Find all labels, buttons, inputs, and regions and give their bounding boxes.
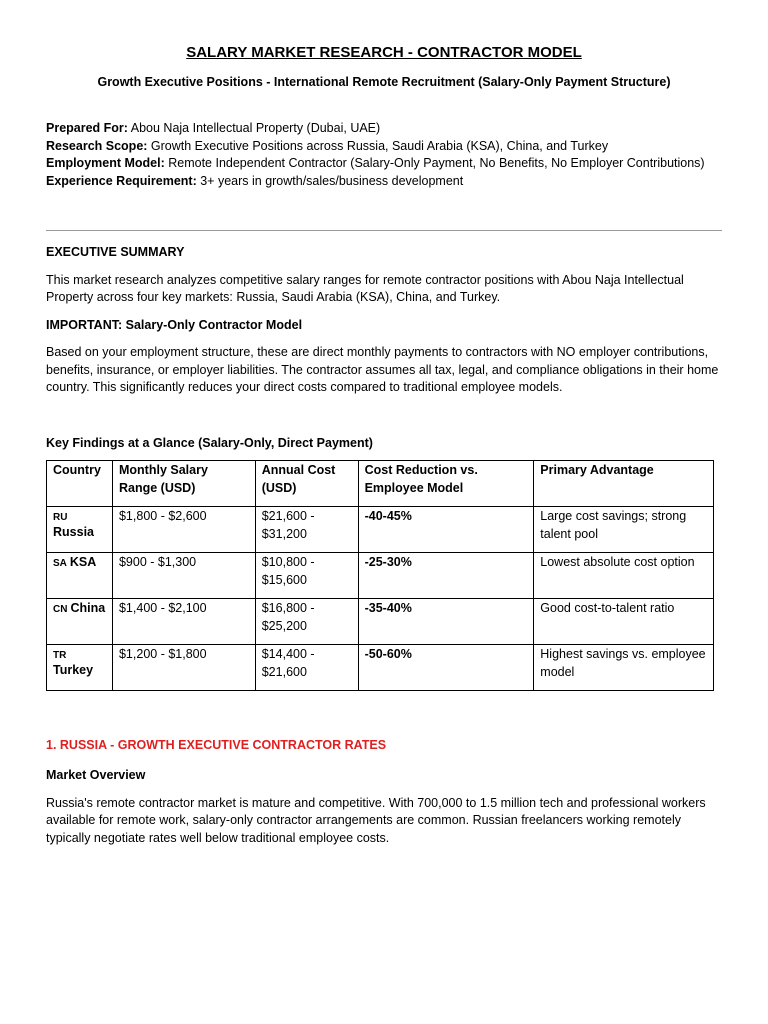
meta-label: Employment Model: bbox=[46, 156, 165, 170]
header-advantage: Primary Advantage bbox=[534, 461, 714, 507]
advantage-cell: Lowest absolute cost option bbox=[534, 553, 714, 599]
important-heading: IMPORTANT: Salary-Only Contractor Model bbox=[46, 317, 303, 332]
meta-label: Prepared For: bbox=[46, 121, 128, 135]
country-code: SA bbox=[53, 558, 67, 569]
country-name: Russia bbox=[53, 525, 94, 539]
country-name: China bbox=[70, 601, 106, 615]
advantage-cell: Large cost savings; strong talent pool bbox=[534, 507, 714, 553]
meta-prepared-for bbox=[46, 120, 722, 138]
country-name: Turkey bbox=[53, 663, 94, 677]
meta-employment-model bbox=[46, 155, 722, 173]
key-findings-heading: Key Findings at a Glance (Salary-Only, Direct Payment) bbox=[46, 435, 373, 450]
table-row bbox=[47, 553, 714, 599]
country-cell bbox=[47, 645, 113, 691]
important-paragraph: Based on your employment structure, these are direct monthly payments to contractors with NO employer contributions, benefits, insurance, or employer liabilities. The contractor assumes all tax, legal, and compliance obligations in their home country. This significantly reduces your direct costs compared to traditional employee models. bbox=[46, 345, 719, 394]
header-monthly: Monthly Salary Range (USD) bbox=[112, 461, 255, 507]
monthly-cell: $900 - $1,300 bbox=[112, 553, 255, 599]
annual-cell: $14,400 - $21,600 bbox=[255, 645, 358, 691]
annual-cell: $10,800 - $15,600 bbox=[255, 553, 358, 599]
table-row bbox=[47, 507, 714, 553]
monthly-cell: $1,200 - $1,800 bbox=[112, 645, 255, 691]
monthly-cell: $1,800 - $2,600 bbox=[112, 507, 255, 553]
meta-value: Remote Independent Contractor (Salary-Only Payment, No Benefits, No Employer Contributions) bbox=[164, 156, 705, 170]
reduction-cell: -40-45% bbox=[358, 507, 534, 553]
country-name: KSA bbox=[69, 555, 97, 569]
market-overview-heading: Market Overview bbox=[46, 768, 146, 782]
exec-summary-heading: EXECUTIVE SUMMARY bbox=[46, 245, 185, 259]
meta-block bbox=[46, 120, 722, 190]
annual-cell: $21,600 - $31,200 bbox=[255, 507, 358, 553]
table-row bbox=[47, 599, 714, 645]
page-subtitle: Growth Executive Positions - International Remote Recruitment (Salary-Only Payment Structure) bbox=[97, 75, 671, 89]
country-code: CN bbox=[53, 604, 68, 615]
meta-value: Abou Naja Intellectual Property (Dubai, UAE) bbox=[127, 121, 381, 135]
meta-research-scope bbox=[46, 138, 722, 156]
reduction-cell: -50-60% bbox=[358, 645, 534, 691]
table-header-row bbox=[47, 461, 714, 507]
country-cell bbox=[47, 599, 113, 645]
annual-cell: $16,800 - $25,200 bbox=[255, 599, 358, 645]
key-findings-table bbox=[46, 460, 714, 691]
table-row bbox=[47, 645, 714, 691]
country-cell bbox=[47, 507, 113, 553]
reduction-cell: -35-40% bbox=[358, 599, 534, 645]
russia-overview-paragraph: Russia's remote contractor market is mature and competitive. With 700,000 to 1.5 million tech and professional workers available for remote work, salary-only contractor arrangements are common. Russian freelancers working remotely typically negotiate rates well below traditional employee costs. bbox=[46, 795, 706, 845]
exec-summary-paragraph: This market research analyzes competitive salary ranges for remote contractor positions with Abou Naja Intellectual Property across four key markets: Russia, Saudi Arabia (KSA), China, and Turkey. bbox=[46, 272, 684, 304]
meta-label: Experience Requirement: bbox=[46, 173, 197, 188]
reduction-cell: -25-30% bbox=[358, 553, 534, 599]
page-title: SALARY MARKET RESEARCH - CONTRACTOR MODEL bbox=[186, 44, 582, 61]
advantage-cell: Highest savings vs. employee model bbox=[534, 645, 714, 691]
header-annual: Annual Cost (USD) bbox=[255, 461, 358, 507]
country-cell bbox=[47, 553, 113, 599]
advantage-cell: Good cost-to-talent ratio bbox=[534, 599, 714, 645]
header-country: Country bbox=[47, 461, 113, 507]
russia-section-heading: 1. RUSSIA - GROWTH EXECUTIVE CONTRACTOR RATES bbox=[46, 738, 387, 752]
document-body bbox=[46, 244, 722, 847]
monthly-cell: $1,400 - $2,100 bbox=[112, 599, 255, 645]
section-divider bbox=[46, 230, 722, 231]
meta-value: Growth Executive Positions across Russia, Saudi Arabia (KSA), China, and Turkey bbox=[147, 138, 609, 153]
meta-experience bbox=[46, 173, 722, 191]
meta-label: Research Scope: bbox=[46, 138, 148, 153]
country-code: TR bbox=[53, 650, 67, 661]
header-reduction: Cost Reduction vs. Employee Model bbox=[358, 461, 534, 507]
meta-value: 3+ years in growth/sales/business development bbox=[196, 173, 464, 188]
country-code: RU bbox=[53, 512, 68, 523]
